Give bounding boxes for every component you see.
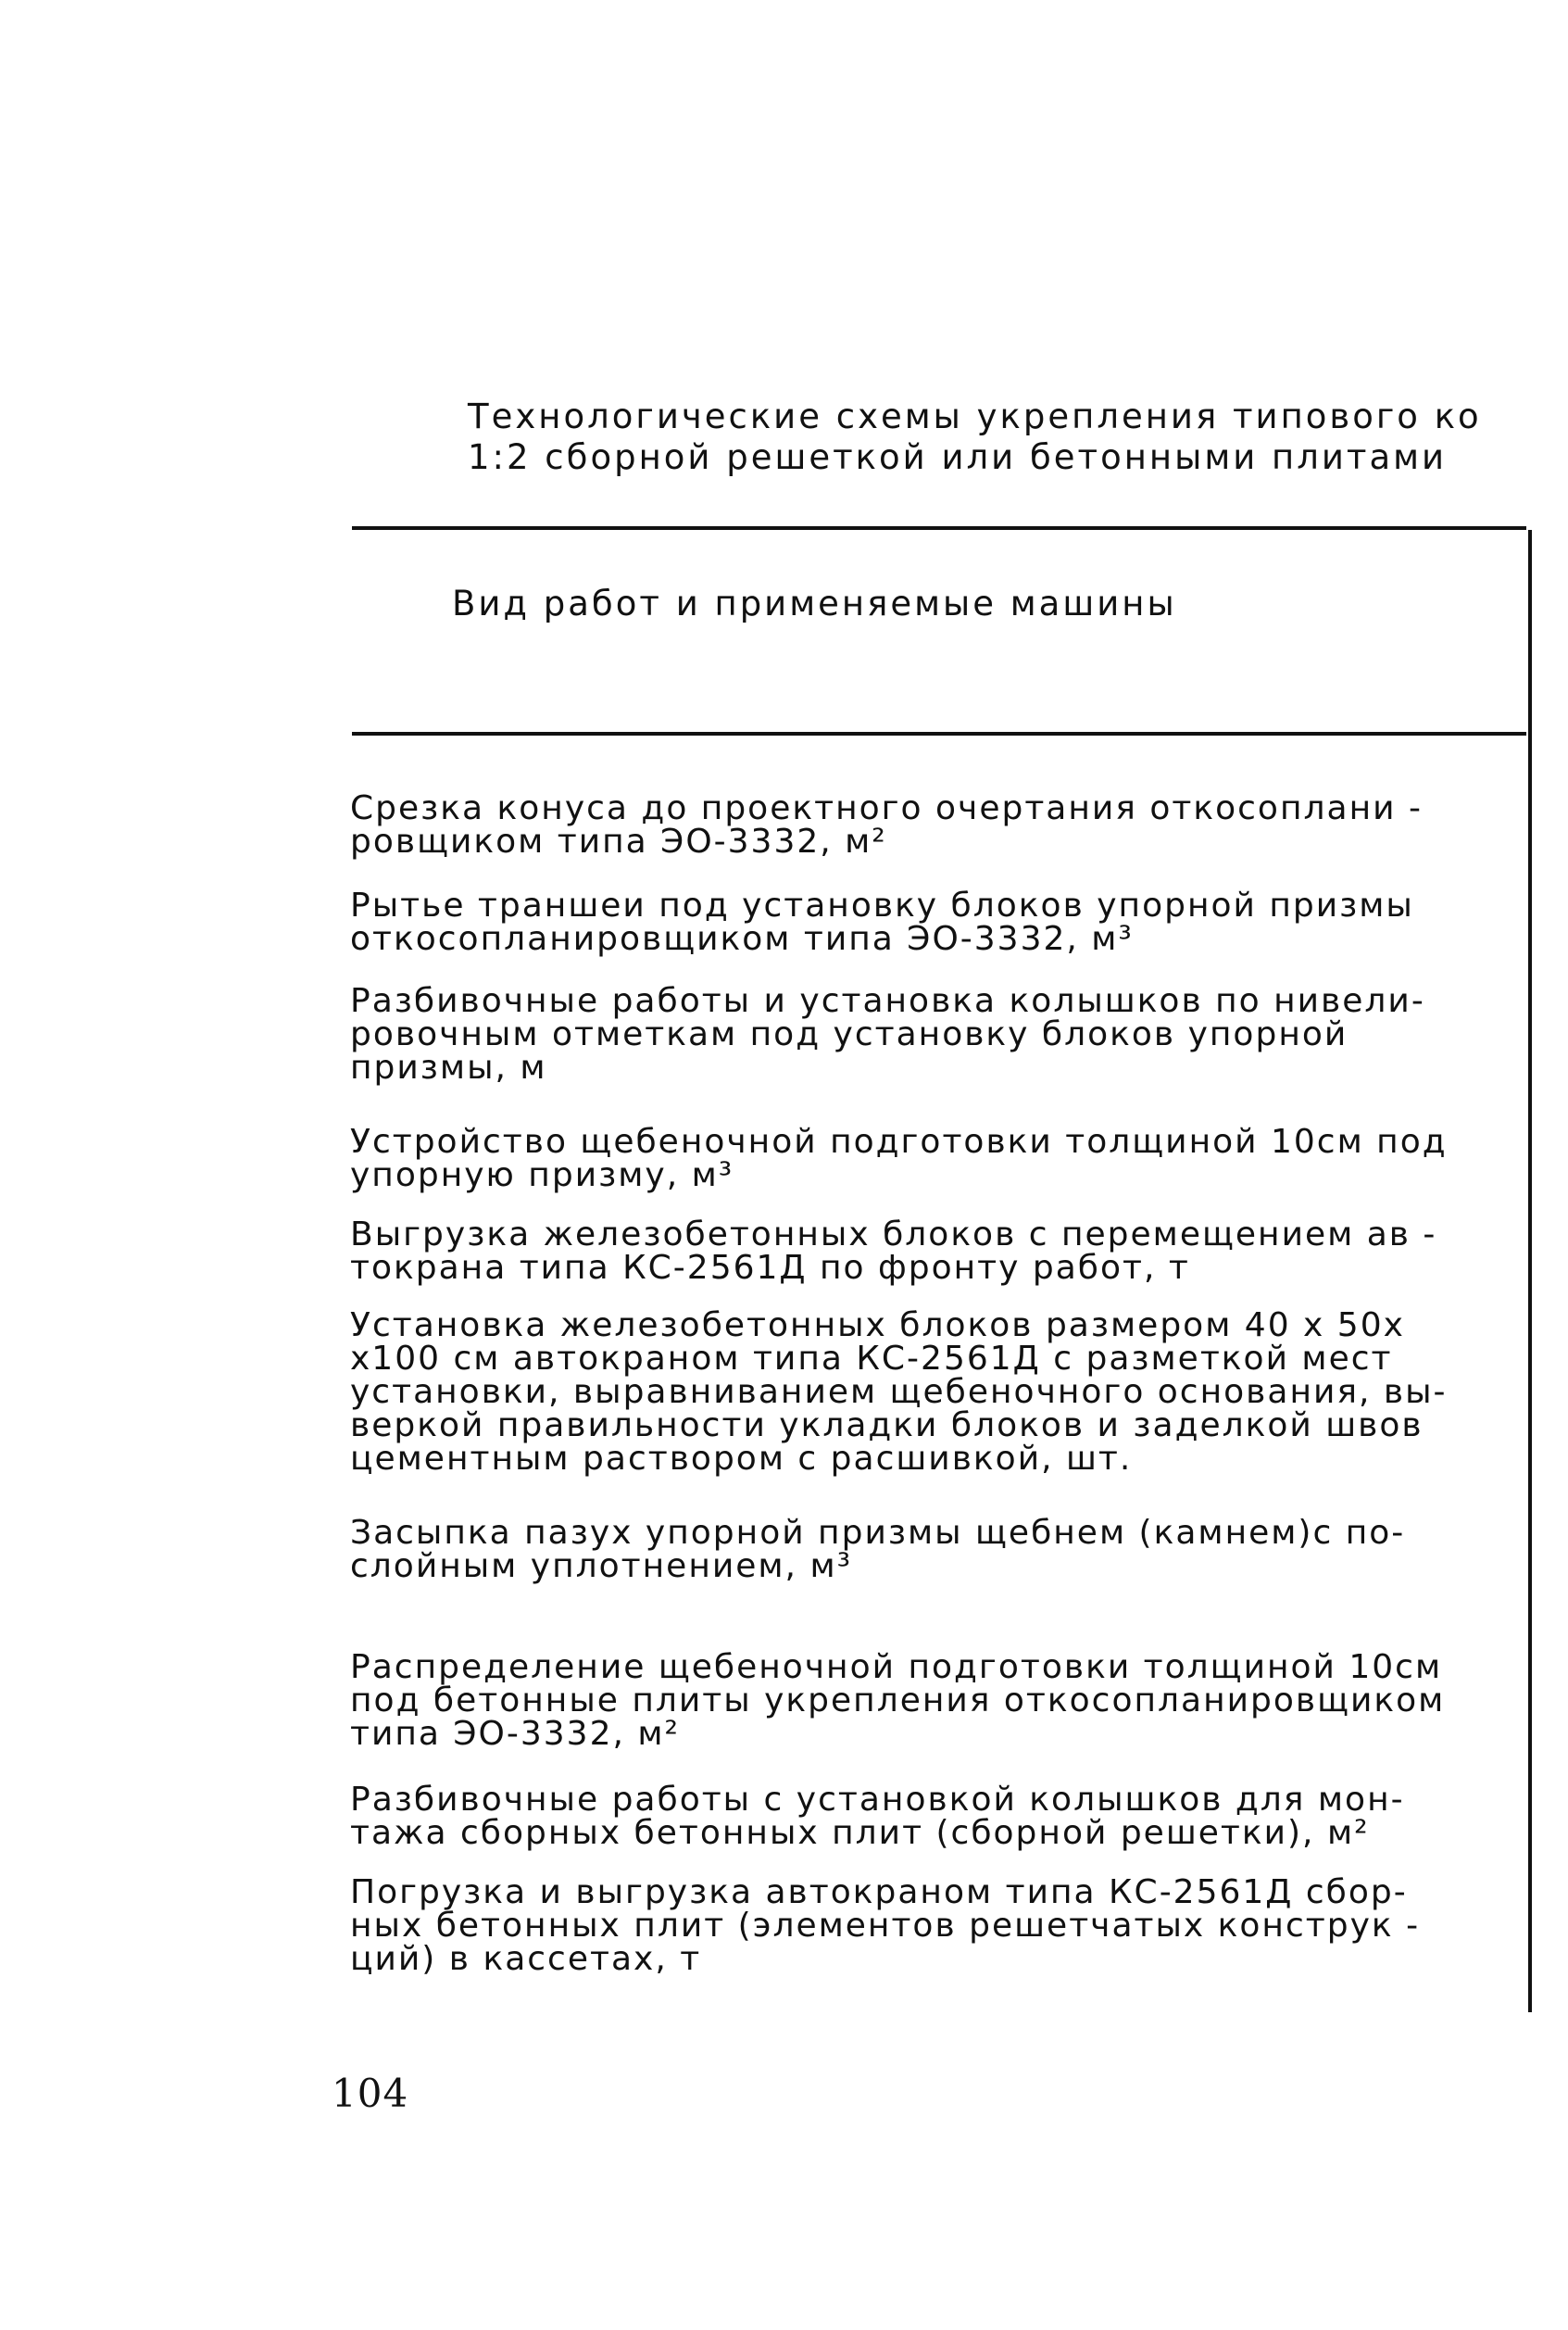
- table-title: [468, 397, 1533, 478]
- work-item-line: Срезка конуса до проектного очертания откосоплани -: [350, 789, 1423, 827]
- column-right-border: [1528, 530, 1532, 2012]
- work-item-line: Распределение щебеночной подготовки толщиной 10см: [350, 1648, 1443, 1686]
- work-item-line: ных бетонных плит (элементов решетчатых конструк -: [350, 1907, 1421, 1945]
- work-item-block-installation: [350, 1306, 1528, 1478]
- work-item-line: токрана типа КС-2561Д по фронту работ, т: [350, 1249, 1190, 1287]
- work-item-line: установки, выравниванием щебеночного основания, вы-: [350, 1373, 1448, 1411]
- work-item-line: ровщиком типа ЭО-3332, м²: [350, 823, 887, 861]
- work-item-line: веркой правильности укладки блоков и заделкой швов: [350, 1406, 1424, 1444]
- title-line-1: Технологические схемы укрепления типового ко: [468, 397, 1482, 436]
- column-header: Вид работ и применяемые машины: [452, 584, 1177, 623]
- table-top-rule: [352, 526, 1526, 530]
- work-item-layout-stakes: [350, 982, 1528, 1087]
- work-item-line: Засыпка пазух упорной призмы щебнем (камнем)с по-: [350, 1514, 1406, 1552]
- work-item-slab-layout: [350, 1783, 1528, 1850]
- work-item-backfill: [350, 1514, 1528, 1585]
- work-item-slab-loading: [350, 1873, 1528, 1978]
- work-item-trench-digging: [350, 889, 1528, 956]
- work-item-line: типа ЭО-3332, м²: [350, 1715, 680, 1753]
- work-item-cone-cutting: [350, 789, 1528, 861]
- work-item-line: слойным уплотнением, м³: [350, 1547, 853, 1585]
- work-item-line: откосопланировщиком типа ЭО-3332, м³: [350, 920, 1134, 958]
- work-item-line: под бетонные плиты укрепления откосопланировщиком: [350, 1681, 1446, 1719]
- title-line-2: 1:2 сборной решеткой или бетонными плитами: [468, 437, 1448, 477]
- work-item-line: x100 см автокраном типа КС-2561Д с разметкой мест: [350, 1340, 1393, 1378]
- work-item-line: цементным раствором с расшивкой, шт.: [350, 1440, 1133, 1478]
- work-item-line: упорную призму, м³: [350, 1156, 734, 1194]
- page-number: 104: [332, 2071, 409, 2116]
- work-item-line: тажа сборных бетонных плит (сборной решетки), м²: [350, 1814, 1370, 1852]
- work-item-line: Установка железобетонных блоков размером 40 x 50x: [350, 1306, 1405, 1344]
- work-item-line: Погрузка и выгрузка автокраном типа КС-2561Д сбор-: [350, 1873, 1408, 1911]
- work-item-line: призмы, м: [350, 1049, 547, 1087]
- work-item-block-unloading: [350, 1215, 1528, 1287]
- work-item-line: Выгрузка железобетонных блоков с перемещением ав -: [350, 1215, 1437, 1253]
- work-item-line: Рытье траншеи под установку блоков упорной призмы: [350, 887, 1414, 925]
- work-item-line: Устройство щебеночной подготовки толщиной 10см под: [350, 1123, 1448, 1161]
- work-item-line: ровочным отметкам под установку блоков упорной: [350, 1015, 1348, 1053]
- work-item-line: ций) в кассетах, т: [350, 1940, 702, 1978]
- work-item-line: Разбивочные работы с установкой колышков для мон-: [350, 1781, 1405, 1819]
- header-bottom-rule: [352, 732, 1526, 736]
- work-item-line: Разбивочные работы и установка колышков по нивели-: [350, 982, 1425, 1020]
- work-item-gravel-bed: [350, 1123, 1528, 1194]
- work-item-gravel-distribution: [350, 1648, 1528, 1753]
